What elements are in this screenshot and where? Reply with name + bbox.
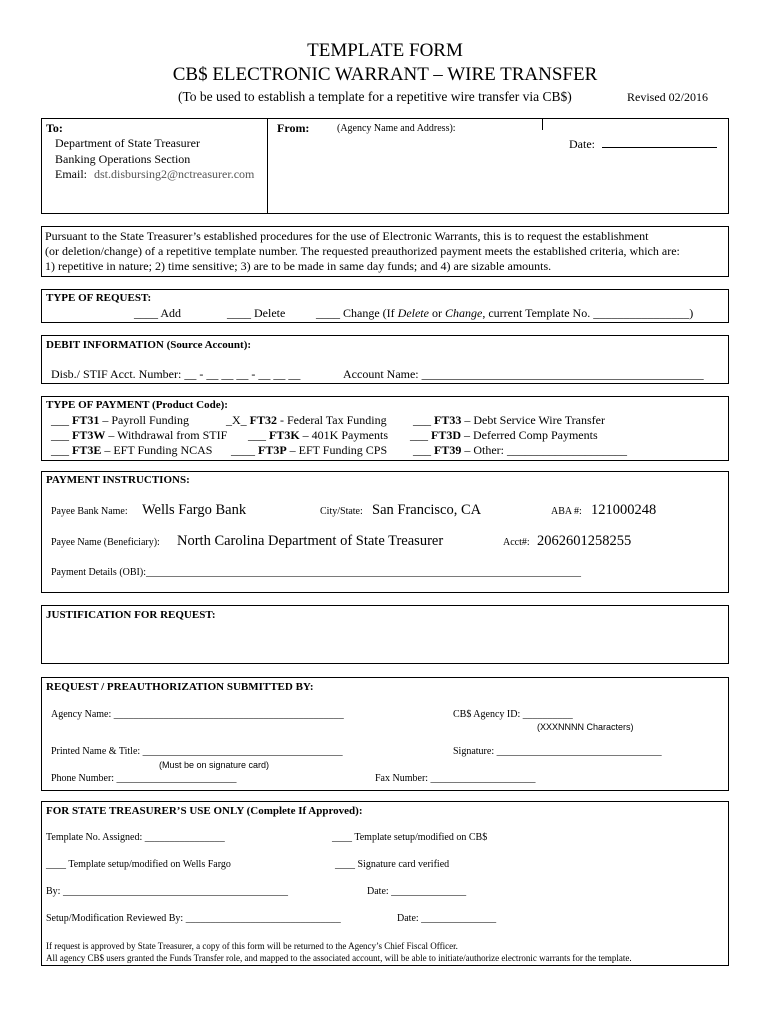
from-date-tick xyxy=(542,118,543,130)
cb-agency-id-field[interactable]: CB$ Agency ID: __________ xyxy=(453,709,573,720)
payment-option-ft3k[interactable]: ___ FT3K – 401K Payments xyxy=(248,428,389,442)
template-no-field[interactable]: Template No. Assigned: ________________ xyxy=(46,832,225,843)
payee-name-value[interactable]: North Carolina Department of State Treasurer xyxy=(177,533,444,549)
pursuant-line-2: (or deletion/change) of a repetitive template number. The requested preauthorized payment meets the established criteria, which are: xyxy=(45,244,680,258)
submitted-by-heading: REQUEST / PREAUTHORIZATION SUBMITTED BY: xyxy=(46,681,314,693)
payee-bank-label: Payee Bank Name: xyxy=(51,506,128,517)
request-delete-option[interactable]: ____ Delete xyxy=(227,306,286,320)
aba-label: ABA #: xyxy=(551,506,582,517)
cb-agency-id-hint: (XXXNNNN Characters) xyxy=(537,722,634,732)
payment-option-ft31[interactable]: ___ FT31 – Payroll Funding xyxy=(51,413,190,427)
payment-option-ft3d[interactable]: ___ FT3D – Deferred Comp Payments xyxy=(410,428,598,442)
setup-cb-checkbox[interactable]: ____ Template setup/modified on CB$ xyxy=(332,832,488,843)
printed-name-field[interactable]: Printed Name & Title: ________________________________________ xyxy=(51,746,343,757)
from-label: From: xyxy=(277,121,310,135)
change-or-word: or xyxy=(428,306,445,320)
acct-value[interactable]: 2062601258255 xyxy=(537,533,632,549)
treasurer-note-1: If request is approved by State Treasurer, a copy of this form will be returned to the Agency’s Chief Fiscal Officer. xyxy=(46,941,458,951)
from-hint: (Agency Name and Address): xyxy=(337,123,456,134)
city-state-label: City/State: xyxy=(320,506,363,517)
payment-details-field[interactable]: Payment Details (OBI):_______________________________________________________________________________________ xyxy=(51,567,581,578)
payment-option-ft3p[interactable]: ____ FT3P – EFT Funding CPS xyxy=(231,443,388,457)
date-label: Date: xyxy=(569,137,595,151)
review-date-field[interactable]: Date: _______________ xyxy=(397,913,497,924)
to-from-divider xyxy=(267,118,268,214)
pursuant-line-3: 1) repetitive in nature; 2) time sensitive; 3) are to be made in same day funds; and 4) are sizable amounts. xyxy=(45,259,552,273)
payment-option-ft39[interactable]: ___ FT39 – Other: ____________________ xyxy=(413,443,627,457)
signature-verified-checkbox[interactable]: ____ Signature card verified xyxy=(335,859,450,870)
change-prefix: ____ Change (If xyxy=(316,306,398,320)
debit-account-name[interactable]: Account Name: _______________________________________________ xyxy=(343,367,704,381)
to-email-row xyxy=(55,167,254,182)
request-change-option[interactable] xyxy=(316,306,693,321)
aba-value[interactable]: 121000248 xyxy=(591,502,657,518)
setup-wf-checkbox[interactable]: ____ Template setup/modified on Wells Fargo xyxy=(46,859,231,870)
printed-name-hint: (Must be on signature card) xyxy=(159,760,270,770)
request-heading: TYPE OF REQUEST: xyxy=(46,292,152,304)
payment-option-ft3e[interactable]: ___ FT3E – EFT Funding NCAS xyxy=(51,443,213,457)
treasurer-use-heading: FOR STATE TREASURER’S USE ONLY (Complete If Approved): xyxy=(46,805,363,817)
change-change-word: Change xyxy=(444,306,483,320)
to-line-2: Banking Operations Section xyxy=(55,152,191,166)
form-title: TEMPLATE FORM xyxy=(307,40,463,61)
city-state-value[interactable]: San Francisco, CA xyxy=(372,502,482,518)
payment-option-ft32[interactable]: _X_ FT32 - Federal Tax Funding xyxy=(226,413,387,427)
justification-heading: JUSTIFICATION FOR REQUEST: xyxy=(46,609,216,621)
fax-number-field[interactable]: Fax Number: _____________________ xyxy=(375,773,536,784)
to-email-label: Email: xyxy=(55,167,87,181)
payment-option-ft33[interactable]: ___ FT33 – Debt Service Wire Transfer xyxy=(413,413,605,427)
agency-name-field[interactable]: Agency Name: ______________________________________________ xyxy=(51,709,344,720)
debit-heading: DEBIT INFORMATION (Source Account): xyxy=(46,339,252,351)
payment-instructions-heading: PAYMENT INSTRUCTIONS: xyxy=(46,474,190,486)
phone-number-field[interactable]: Phone Number: ________________________ xyxy=(51,773,237,784)
treasurer-note-2: All agency CB$ users granted the Funds Transfer role, and mapped to the associated account, will be able to initiate/authorize electronic warrants for the template. xyxy=(46,953,632,963)
payment-option-ft3w[interactable]: ___ FT3W – Withdrawal from STIF xyxy=(51,428,228,442)
payee-name-label: Payee Name (Beneficiary): xyxy=(51,537,160,548)
signature-field[interactable]: Signature: _________________________________ xyxy=(453,746,662,757)
payee-bank-value[interactable]: Wells Fargo Bank xyxy=(142,502,247,518)
debit-account-number[interactable]: Disb./ STIF Acct. Number: __ - __ __ __ - __ __ __ xyxy=(51,367,301,381)
approval-date-field[interactable]: Date: _______________ xyxy=(367,886,467,897)
change-suffix: , current Template No. ________________) xyxy=(482,306,694,320)
to-label: To: xyxy=(46,121,63,135)
date-line xyxy=(602,137,717,148)
date-field[interactable] xyxy=(569,137,717,152)
to-email-link[interactable]: dst.disbursing2@nctreasurer.com xyxy=(94,167,255,181)
to-line-1: Department of State Treasurer xyxy=(55,136,200,150)
by-field[interactable]: By: _____________________________________________ xyxy=(46,886,288,897)
reviewed-by-field[interactable]: Setup/Modification Reviewed By: _______________________________ xyxy=(46,913,341,924)
payment-type-heading: TYPE OF PAYMENT (Product Code): xyxy=(46,399,228,411)
acct-label: Acct#: xyxy=(503,537,530,548)
change-delete-word: Delete xyxy=(397,306,429,320)
form-purpose: (To be used to establish a template for a repetitive wire transfer via CB$) xyxy=(178,89,572,104)
pursuant-line-1: Pursuant to the State Treasurer’s established procedures for the use of Electronic Warrants, this is to request the establishment xyxy=(45,229,649,243)
revised-date: Revised 02/2016 xyxy=(627,90,708,104)
form-subtitle-title: CB$ ELECTRONIC WARRANT – WIRE TRANSFER xyxy=(172,64,598,85)
request-add-option[interactable]: ____ Add xyxy=(134,306,182,320)
